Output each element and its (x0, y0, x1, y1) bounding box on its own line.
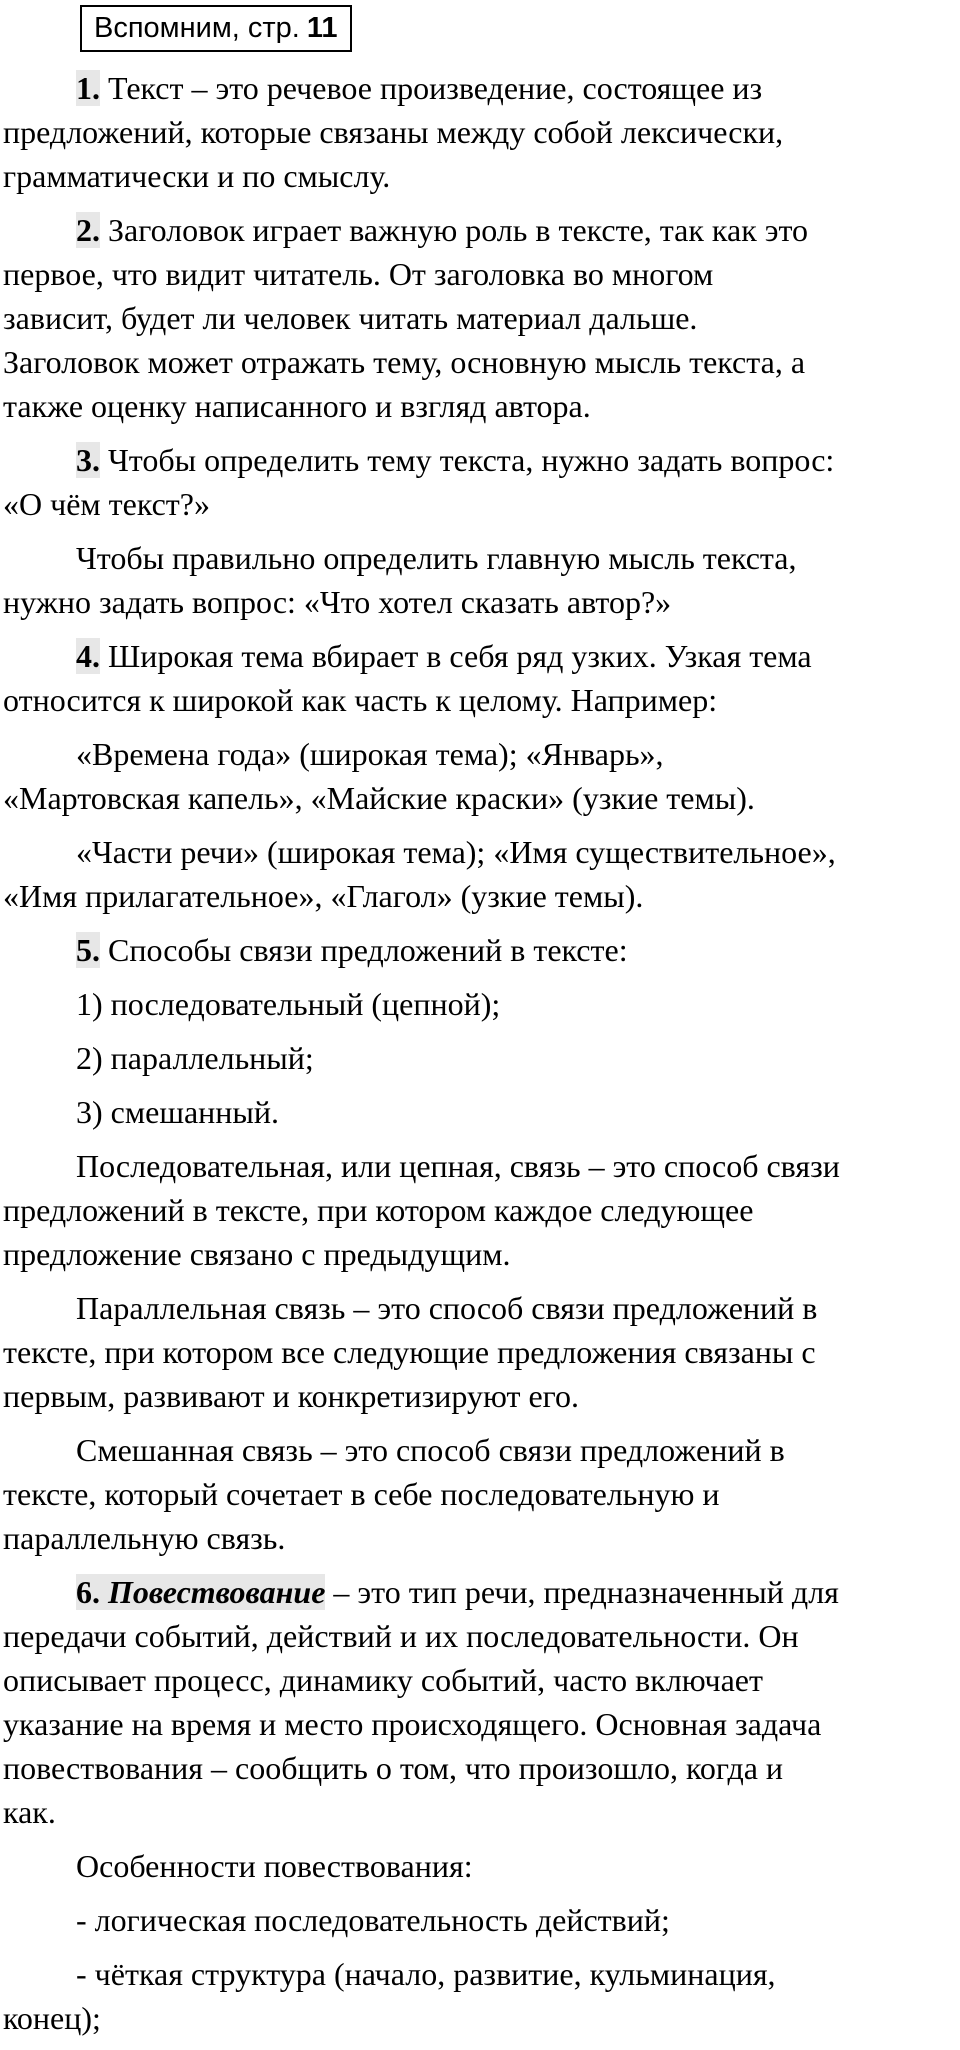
paragraph-6-features-heading: Особенности повествования: (76, 1848, 473, 1884)
paragraph-5-mixed: Смешанная связь – это способ связи предложений в тексте, который сочетает в себе последовательную и параллельную связь. (3, 1432, 785, 1556)
item-number-6: 6. (76, 1574, 100, 1610)
item-number-3: 3. (76, 442, 100, 478)
paragraph-4: 4. Широкая тема вбирает в себя ряд узких. Узкая тема относится к широкой как часть к целому. Например: (3, 638, 812, 718)
paragraph-4-example-2: «Части речи» (широкая тема); «Имя существительное», «Имя прилагательное», «Глагол» (узкие темы). (3, 834, 836, 914)
paragraph-1: 1. Текст – это речевое произведение, состоящее из предложений, которые связаны между собой лексически, грамматически и по смыслу. (3, 70, 784, 194)
paragraph-2: 2. Заголовок играет важную роль в тексте, так как это первое, что видит читатель. От заголовка во многом зависит, будет ли человек читать материал дальше. Заголовок может отражать тему, основную мысль текста, а также оценку написанного и взгляд автора. (3, 212, 809, 424)
page-reference-label: Вспомним, стр. (94, 12, 300, 44)
paragraph-6-feature-1: - логическая последовательность действий; (76, 1902, 670, 1938)
paragraph-6-feature-2: - чёткая структура (начало, развитие, кульминация, конец); (3, 1956, 776, 2036)
item-number-2: 2. (76, 212, 100, 248)
page-reference-box (80, 5, 352, 52)
item-number-5: 5. (76, 932, 100, 968)
list-item: 2) параллельный; (76, 1040, 314, 1076)
item-number-1: 1. (76, 70, 100, 106)
paragraph-4-example-1: «Времена года» (широкая тема); «Январь», «Мартовская капель», «Майские краски» (узкие темы). (3, 736, 755, 816)
paragraph-5-sequential: Последовательная, или цепная, связь – это способ связи предложений в тексте, при котором каждое следующее предложение связано с предыдущим. (3, 1148, 840, 1272)
paragraph-5: 5. Способы связи предложений в тексте: (76, 932, 628, 968)
item-number-4: 4. (76, 638, 100, 674)
paragraph-6: 6. Повествование – это тип речи, предназначенный для передачи событий, действий и их последовательности. Он описывает процесс, динамику событий, часто включает указание на время и место происходящего. Основная задача повествования – сообщить о том, что произошло, когда и как. (3, 1574, 839, 1830)
list-item: 3) смешанный. (76, 1094, 280, 1130)
paragraph-5-parallel: Параллельная связь – это способ связи предложений в тексте, при котором все следующие предложения связаны с первым, развивают и конкретизируют его. (3, 1290, 818, 1414)
paragraph-3b: Чтобы правильно определить главную мысль текста, нужно задать вопрос: «Что хотел сказать автор?» (3, 540, 797, 620)
document-body (3, 66, 957, 2050)
page-reference-number: 11 (306, 12, 338, 44)
paragraph-3: 3. Чтобы определить тему текста, нужно задать вопрос: «О чём текст?» (3, 442, 835, 522)
list-item: 1) последовательный (цепной); (76, 986, 501, 1022)
term-narration: Повествование (108, 1574, 326, 1610)
